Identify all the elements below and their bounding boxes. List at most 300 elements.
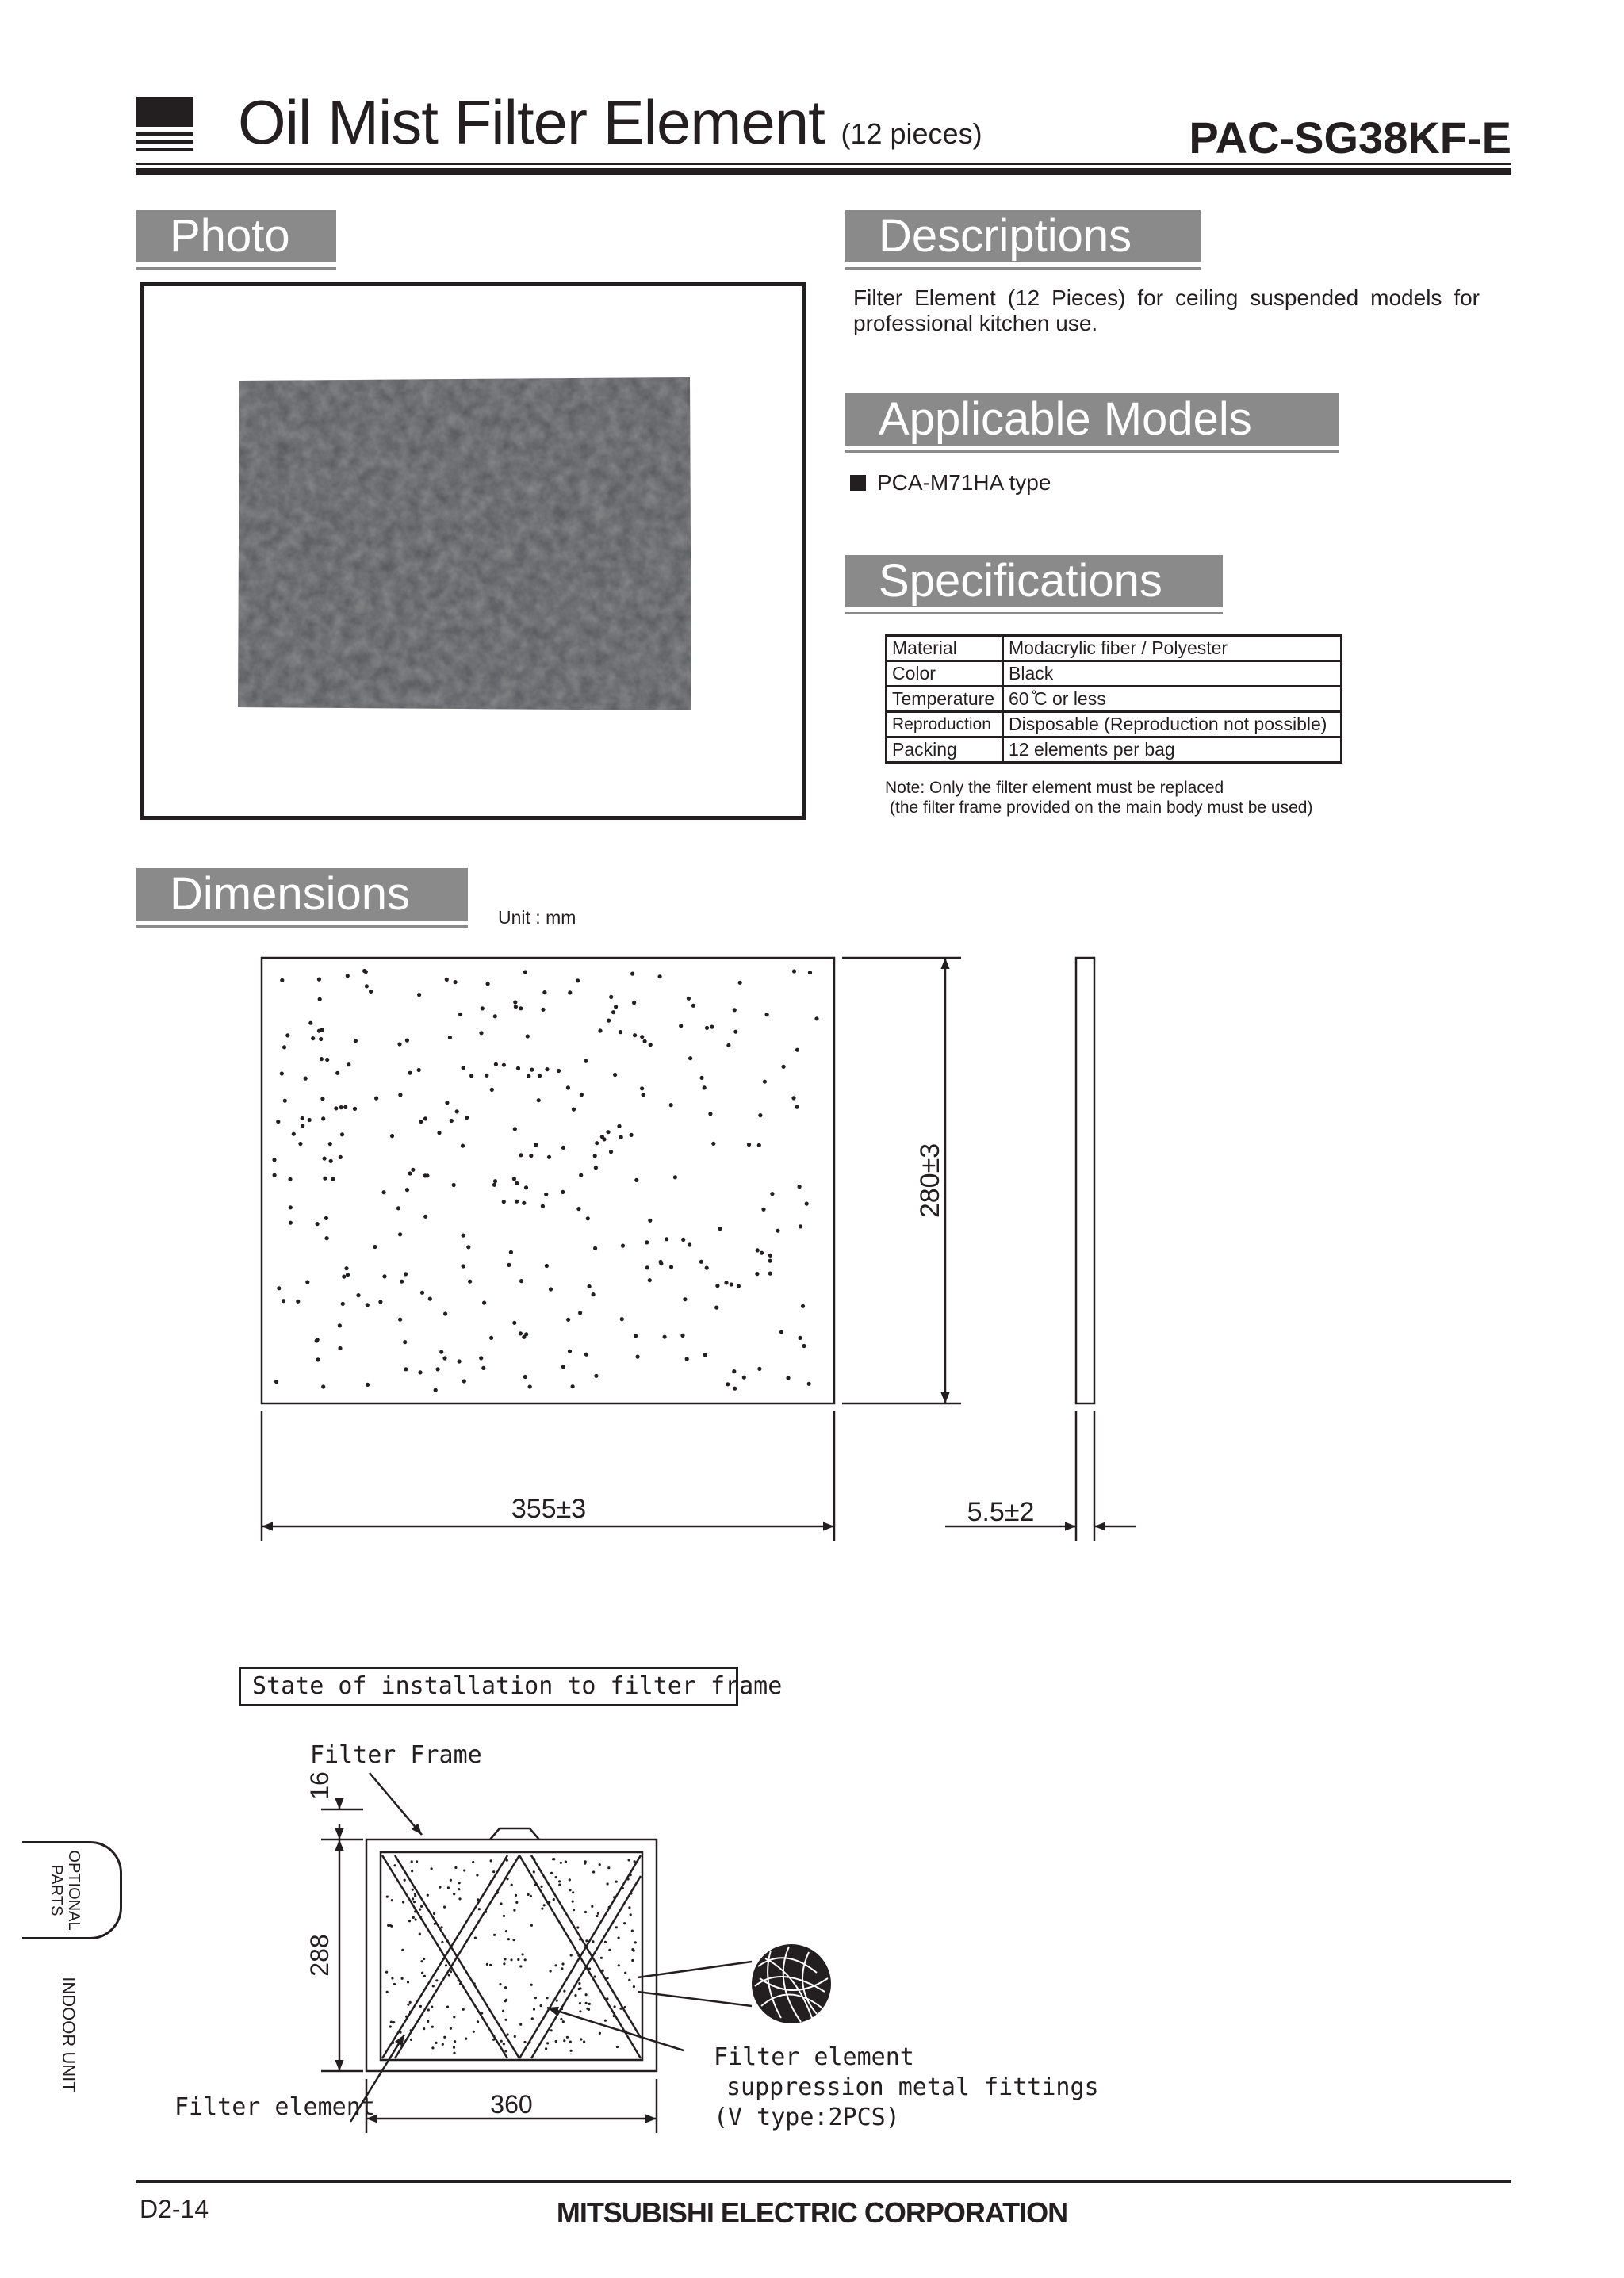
texture-dot bbox=[427, 2008, 430, 2011]
texture-dot bbox=[445, 978, 449, 982]
texture-dot bbox=[304, 1077, 308, 1081]
texture-dot bbox=[434, 1923, 436, 1925]
texture-dot bbox=[292, 1132, 296, 1136]
texture-dot bbox=[473, 1982, 476, 1985]
texture-dot bbox=[331, 1177, 335, 1181]
texture-dot bbox=[401, 1949, 404, 1951]
texture-dot bbox=[548, 1901, 550, 1904]
texture-dot bbox=[585, 2002, 588, 2004]
texture-dot bbox=[782, 1065, 786, 1069]
texture-dot bbox=[546, 1997, 549, 1999]
texture-dot bbox=[431, 1867, 433, 1870]
texture-dot bbox=[398, 1093, 402, 1097]
texture-dot bbox=[523, 970, 527, 974]
texture-dot bbox=[493, 1934, 496, 1936]
texture-dot bbox=[335, 1071, 339, 1075]
texture-dot bbox=[798, 1185, 802, 1189]
texture-dot bbox=[399, 2031, 401, 2034]
texture-dot bbox=[565, 1861, 567, 1863]
texture-dot bbox=[561, 1146, 565, 1150]
texture-dot bbox=[792, 969, 796, 973]
texture-dot bbox=[418, 1370, 422, 1374]
texture-dot bbox=[433, 1912, 435, 1915]
texture-dot bbox=[423, 1173, 427, 1177]
page-title-quantity: (12 pieces) bbox=[841, 117, 982, 150]
texture-dot bbox=[584, 1059, 588, 1063]
texture-dot bbox=[466, 1245, 470, 1249]
texture-dot bbox=[273, 1173, 277, 1177]
texture-dot bbox=[431, 2006, 433, 2008]
texture-dot bbox=[519, 1006, 523, 1010]
texture-dot bbox=[580, 2038, 582, 2040]
texture-dot bbox=[550, 2029, 553, 2031]
texture-dot bbox=[366, 1383, 370, 1387]
texture-dot bbox=[516, 1066, 520, 1070]
texture-dot bbox=[390, 2021, 393, 2023]
texture-dot bbox=[563, 1990, 565, 1993]
texture-dot bbox=[385, 1971, 388, 1974]
texture-dot bbox=[390, 1134, 394, 1138]
texture-dot bbox=[453, 1893, 455, 1895]
texture-dot bbox=[527, 1893, 530, 1896]
texture-dot bbox=[555, 1876, 557, 1878]
texture-dot bbox=[544, 1193, 548, 1196]
element-side-outline bbox=[1076, 958, 1094, 1403]
texture-dot bbox=[742, 1376, 746, 1380]
texture-dot bbox=[534, 1997, 537, 1999]
texture-dot bbox=[553, 1898, 555, 1901]
texture-dot bbox=[408, 1920, 411, 1922]
element-front-outline bbox=[262, 958, 834, 1403]
texture-dot bbox=[642, 1093, 645, 1097]
fittings-label-line: suppression metal fittings bbox=[726, 2073, 1099, 2101]
texture-dot bbox=[458, 1882, 461, 1884]
texture-dot bbox=[469, 1074, 473, 1078]
texture-dot bbox=[308, 1021, 312, 1025]
texture-dot bbox=[528, 1384, 532, 1388]
texture-dot bbox=[585, 1939, 588, 1942]
texture-dot bbox=[423, 1215, 427, 1219]
texture-dot bbox=[628, 1979, 630, 1981]
texture-dot bbox=[579, 2002, 581, 2004]
spec-value: Modacrylic fiber / Polyester bbox=[1003, 636, 1342, 661]
texture-dot bbox=[389, 2025, 392, 2027]
texture-dot bbox=[468, 1280, 472, 1284]
texture-dot bbox=[533, 1858, 535, 1860]
texture-dot bbox=[318, 997, 322, 1001]
texture-dot bbox=[325, 1236, 329, 1240]
texture-dot bbox=[625, 2030, 627, 2032]
texture-dot bbox=[757, 1143, 761, 1147]
texture-dot bbox=[437, 1131, 441, 1135]
texture-dot bbox=[405, 1188, 409, 1192]
texture-dot bbox=[324, 1216, 328, 1220]
texture-dot bbox=[493, 1014, 497, 1018]
texture-dot bbox=[538, 1074, 542, 1078]
filter-element-label: Filter element bbox=[174, 2093, 375, 2121]
texture-dot bbox=[296, 1300, 300, 1304]
texture-dot bbox=[533, 2008, 535, 2011]
texture-dot bbox=[571, 1384, 575, 1388]
texture-dot bbox=[462, 1379, 466, 1383]
texture-dot bbox=[624, 2006, 626, 2008]
texture-dot bbox=[515, 1181, 519, 1185]
texture-dot bbox=[726, 1043, 730, 1047]
texture-dot bbox=[353, 1107, 357, 1111]
texture-dot bbox=[634, 1178, 638, 1182]
company-name: MITSUBISHI ELECTRIC CORPORATION bbox=[556, 2196, 1068, 2229]
texture-dot bbox=[522, 1953, 524, 1955]
texture-dot bbox=[440, 1926, 442, 1928]
texture-dot bbox=[540, 1886, 542, 1888]
texture-dot bbox=[382, 1274, 386, 1278]
texture-dot bbox=[594, 1975, 596, 1977]
fittings-label bbox=[714, 2043, 1099, 2133]
texture-dot bbox=[680, 1334, 684, 1338]
texture-dot bbox=[465, 2038, 467, 2040]
texture-dot bbox=[569, 2041, 572, 2043]
texture-dot bbox=[572, 1891, 574, 1893]
texture-dot bbox=[528, 2041, 530, 2043]
texture-dot bbox=[584, 1860, 587, 1863]
texture-dot bbox=[280, 978, 284, 982]
texture-dot bbox=[450, 2027, 452, 2030]
texture-dot bbox=[733, 1387, 737, 1391]
texture-dot bbox=[592, 1292, 596, 1296]
texture-dot bbox=[407, 2004, 409, 2006]
texture-dot bbox=[492, 2039, 495, 2041]
texture-dot bbox=[611, 1010, 615, 1014]
texture-dot bbox=[450, 1879, 452, 1882]
texture-dot bbox=[401, 1977, 404, 1980]
page-title: Oil Mist Filter Element (12 pieces) bbox=[238, 87, 982, 157]
texture-dot bbox=[519, 2023, 522, 2026]
texture-dot bbox=[458, 1013, 462, 1016]
texture-dot bbox=[479, 1031, 483, 1035]
texture-dot bbox=[503, 1962, 505, 1965]
texture-dot bbox=[503, 1915, 505, 1917]
texture-dot bbox=[560, 1862, 562, 1864]
texture-dot bbox=[791, 1096, 795, 1100]
texture-dot bbox=[763, 1080, 767, 1084]
texture-dot bbox=[592, 1940, 594, 1943]
texture-dot bbox=[513, 1909, 515, 1912]
texture-dot bbox=[688, 1242, 691, 1246]
texture-dot bbox=[490, 1880, 492, 1882]
texture-dot bbox=[537, 1098, 541, 1102]
texture-dot bbox=[801, 1304, 805, 1308]
texture-dot bbox=[768, 1254, 772, 1258]
texture-dot bbox=[572, 1108, 576, 1112]
texture-dot bbox=[446, 2006, 449, 2008]
texture-dot bbox=[386, 1991, 389, 1993]
texture-dot bbox=[563, 2039, 565, 2042]
texture-dot bbox=[417, 1068, 421, 1072]
texture-dot bbox=[765, 1013, 769, 1016]
texture-dot bbox=[659, 1260, 663, 1264]
texture-dot bbox=[414, 1910, 416, 1912]
texture-dot bbox=[447, 1886, 450, 1889]
texture-dot bbox=[627, 1878, 630, 1880]
texture-dot bbox=[608, 1949, 611, 1951]
texture-dot bbox=[374, 1097, 378, 1101]
texture-dot bbox=[435, 2042, 437, 2044]
texture-dot bbox=[510, 1958, 512, 1961]
texture-dot bbox=[755, 1272, 759, 1276]
texture-dot bbox=[382, 1190, 386, 1194]
texture-dot bbox=[534, 1143, 538, 1147]
texture-dot bbox=[490, 1859, 492, 1862]
texture-dot bbox=[547, 1155, 551, 1159]
texture-dot bbox=[282, 1045, 286, 1049]
texture-dot bbox=[634, 1860, 636, 1863]
texture-dot bbox=[298, 1142, 302, 1146]
texture-dot bbox=[669, 1103, 673, 1107]
texture-dot bbox=[458, 1888, 460, 1890]
texture-dot bbox=[802, 1344, 806, 1348]
texture-dot bbox=[407, 1981, 409, 1983]
texture-dot bbox=[533, 1870, 535, 1873]
texture-dot bbox=[579, 2010, 581, 2012]
texture-dot bbox=[320, 1097, 324, 1101]
texture-dot bbox=[594, 1166, 598, 1170]
texture-dot bbox=[732, 1369, 736, 1373]
texture-dot bbox=[289, 1221, 293, 1225]
texture-dot bbox=[570, 2050, 573, 2052]
dimensions-heading: Dimensions bbox=[136, 868, 468, 921]
texture-dot bbox=[346, 974, 350, 978]
texture-dot bbox=[628, 1859, 630, 1861]
texture-dot bbox=[631, 1930, 634, 1932]
texture-dot bbox=[681, 1238, 685, 1242]
texture-dot bbox=[540, 2004, 542, 2007]
texture-dot bbox=[569, 1889, 571, 1891]
texture-dot bbox=[555, 2040, 557, 2043]
texture-dot bbox=[577, 1954, 580, 1957]
texture-dot bbox=[620, 1317, 624, 1321]
page-number: D2-14 bbox=[140, 2195, 209, 2223]
texture-dot bbox=[795, 1105, 799, 1109]
texture-dot bbox=[599, 1863, 601, 1866]
texture-dot bbox=[648, 1219, 652, 1223]
texture-dot bbox=[545, 2047, 547, 2050]
texture-dot bbox=[561, 1365, 565, 1369]
texture-dot bbox=[622, 1887, 624, 1889]
texture-dot bbox=[596, 1915, 598, 1917]
texture-dot bbox=[570, 1954, 573, 1956]
spec-value: 60 ̊C or less bbox=[1003, 687, 1342, 712]
texture-dot bbox=[549, 1287, 553, 1291]
texture-dot bbox=[343, 1105, 347, 1109]
texture-dot bbox=[418, 2018, 420, 2020]
texture-dot bbox=[453, 2052, 455, 2054]
texture-dot bbox=[486, 982, 490, 986]
texture-dot bbox=[323, 1177, 327, 1181]
texture-dot bbox=[334, 1106, 338, 1110]
texture-dot bbox=[412, 1897, 414, 1900]
fittings-label-line: Filter element bbox=[714, 2043, 914, 2071]
texture-dot bbox=[478, 1908, 481, 1910]
texture-dot bbox=[614, 1005, 618, 1009]
texture-dot bbox=[481, 2012, 483, 2015]
spec-label: Material bbox=[887, 636, 1003, 661]
texture-dot bbox=[768, 1272, 772, 1276]
texture-dot bbox=[328, 1142, 332, 1146]
texture-dot bbox=[436, 1367, 440, 1371]
texture-dot bbox=[502, 1200, 506, 1204]
applicable-models-heading: Applicable Models bbox=[845, 393, 1339, 446]
texture-dot bbox=[636, 1355, 640, 1359]
texture-dot bbox=[543, 1904, 546, 1906]
texture-dot bbox=[673, 1175, 677, 1179]
texture-dot bbox=[807, 1382, 811, 1386]
texture-dot bbox=[599, 2032, 601, 2035]
texture-dot bbox=[280, 1071, 284, 1075]
texture-dot bbox=[583, 2041, 585, 2043]
texture-dot bbox=[733, 1030, 737, 1034]
texture-dot bbox=[618, 1937, 620, 1939]
texture-dot bbox=[443, 1311, 447, 1315]
texture-dot bbox=[439, 1350, 443, 1354]
texture-dot bbox=[413, 1901, 416, 1903]
texture-dot bbox=[458, 1897, 461, 1900]
texture-dot bbox=[490, 1088, 494, 1092]
texture-dot bbox=[541, 1204, 545, 1208]
descriptions-heading: Descriptions bbox=[845, 210, 1201, 262]
texture-dot bbox=[524, 1185, 528, 1189]
texture-dot bbox=[607, 1866, 610, 1869]
texture-dot bbox=[445, 1964, 447, 1966]
texture-dot bbox=[435, 1979, 438, 1981]
specifications-heading: Specifications bbox=[845, 555, 1223, 607]
texture-dot bbox=[515, 1200, 519, 1204]
texture-dot bbox=[556, 2000, 558, 2002]
texture-dot bbox=[509, 1250, 513, 1254]
texture-dot bbox=[726, 1382, 730, 1386]
texture-dot bbox=[591, 1905, 593, 1908]
texture-dot bbox=[633, 1985, 635, 1988]
texture-dot bbox=[419, 1916, 422, 1918]
footer-rule bbox=[136, 2180, 1511, 2183]
texture-dot bbox=[442, 2043, 444, 2046]
texture-dot bbox=[482, 1301, 486, 1305]
texture-dot bbox=[578, 1311, 582, 1315]
texture-dot bbox=[492, 2035, 495, 2037]
texture-dot bbox=[757, 1367, 761, 1371]
texture-dot bbox=[408, 1071, 412, 1075]
texture-dot bbox=[600, 1957, 603, 1959]
texture-dot bbox=[584, 1911, 587, 1913]
texture-dot bbox=[805, 1202, 809, 1206]
texture-dot bbox=[373, 1245, 377, 1249]
texture-dot bbox=[503, 2043, 505, 2045]
filter-frame-outline bbox=[366, 1840, 657, 2071]
texture-dot bbox=[473, 2031, 475, 2033]
texture-dot bbox=[808, 971, 812, 974]
texture-dot bbox=[485, 1074, 488, 1078]
texture-dot bbox=[534, 1884, 536, 1886]
texture-dot bbox=[747, 1143, 751, 1147]
texture-dot bbox=[513, 1127, 517, 1131]
texture-dot bbox=[558, 1884, 561, 1886]
texture-dot bbox=[513, 1939, 515, 1941]
texture-dot bbox=[608, 1906, 611, 1909]
texture-dot bbox=[703, 1085, 707, 1089]
side-tab-label: OPTIONAL PARTS bbox=[48, 1850, 82, 1931]
texture-dot bbox=[452, 1183, 456, 1187]
texture-dot bbox=[393, 2021, 395, 2023]
side-section-label: INDOOR UNIT bbox=[59, 1977, 79, 2092]
texture-dot bbox=[317, 1029, 321, 1033]
texture-dot bbox=[561, 1190, 565, 1194]
texture-dot bbox=[643, 1039, 647, 1043]
texture-dot bbox=[492, 1870, 495, 1873]
texture-dot bbox=[403, 1340, 407, 1344]
texture-dot bbox=[454, 2040, 456, 2043]
texture-dot bbox=[289, 1205, 293, 1209]
texture-dot bbox=[338, 1346, 342, 1350]
texture-dot bbox=[417, 993, 421, 997]
texture-dot bbox=[517, 1958, 519, 1961]
texture-dot bbox=[459, 1983, 462, 1985]
texture-dot bbox=[489, 1964, 492, 1966]
texture-dot bbox=[633, 1033, 637, 1037]
texture-dot bbox=[512, 1177, 516, 1181]
texture-dot bbox=[512, 1321, 516, 1325]
texture-dot bbox=[319, 1037, 323, 1041]
texture-dot bbox=[400, 1280, 404, 1284]
texture-dot bbox=[410, 2029, 412, 2031]
texture-dot bbox=[579, 1938, 581, 1940]
texture-dot bbox=[329, 1159, 333, 1163]
texture-dot bbox=[530, 1984, 533, 1986]
texture-dot bbox=[369, 990, 373, 994]
texture-dot bbox=[607, 1882, 609, 1885]
texture-dot bbox=[443, 2036, 446, 2039]
texture-dot bbox=[486, 1963, 488, 1966]
texture-dot bbox=[423, 1958, 425, 1960]
texture-dot bbox=[561, 1967, 563, 1970]
texture-dot bbox=[416, 1860, 418, 1863]
texture-dot bbox=[598, 1028, 602, 1032]
texture-dot bbox=[411, 1870, 413, 1872]
texture-dot bbox=[458, 1979, 460, 1981]
texture-dot bbox=[461, 1144, 465, 1148]
texture-dot bbox=[573, 1909, 575, 1911]
thickness-dimension-label: 5.5±2 bbox=[967, 1497, 1035, 1527]
texture-dot bbox=[522, 1201, 526, 1205]
texture-dot bbox=[342, 1275, 346, 1279]
texture-dot bbox=[546, 2042, 549, 2044]
texture-dot bbox=[568, 990, 572, 994]
texture-dot bbox=[613, 1896, 615, 1898]
texture-dot bbox=[325, 1058, 329, 1062]
texture-dot bbox=[685, 1357, 689, 1361]
texture-dot bbox=[799, 1224, 802, 1228]
texture-dot bbox=[593, 1246, 597, 1250]
texture-dot bbox=[557, 1069, 561, 1073]
texture-dot bbox=[508, 1938, 510, 1940]
texture-dot bbox=[614, 2005, 616, 2008]
texture-dot bbox=[409, 2001, 412, 2004]
texture-dot bbox=[427, 2020, 429, 2023]
texture-dot bbox=[630, 1913, 632, 1916]
texture-dot bbox=[423, 1116, 427, 1120]
frame-height-dimension-label: 288 bbox=[305, 1934, 334, 1977]
texture-dot bbox=[645, 1240, 649, 1244]
texture-dot bbox=[519, 1965, 522, 1967]
texture-dot bbox=[609, 1150, 613, 1154]
